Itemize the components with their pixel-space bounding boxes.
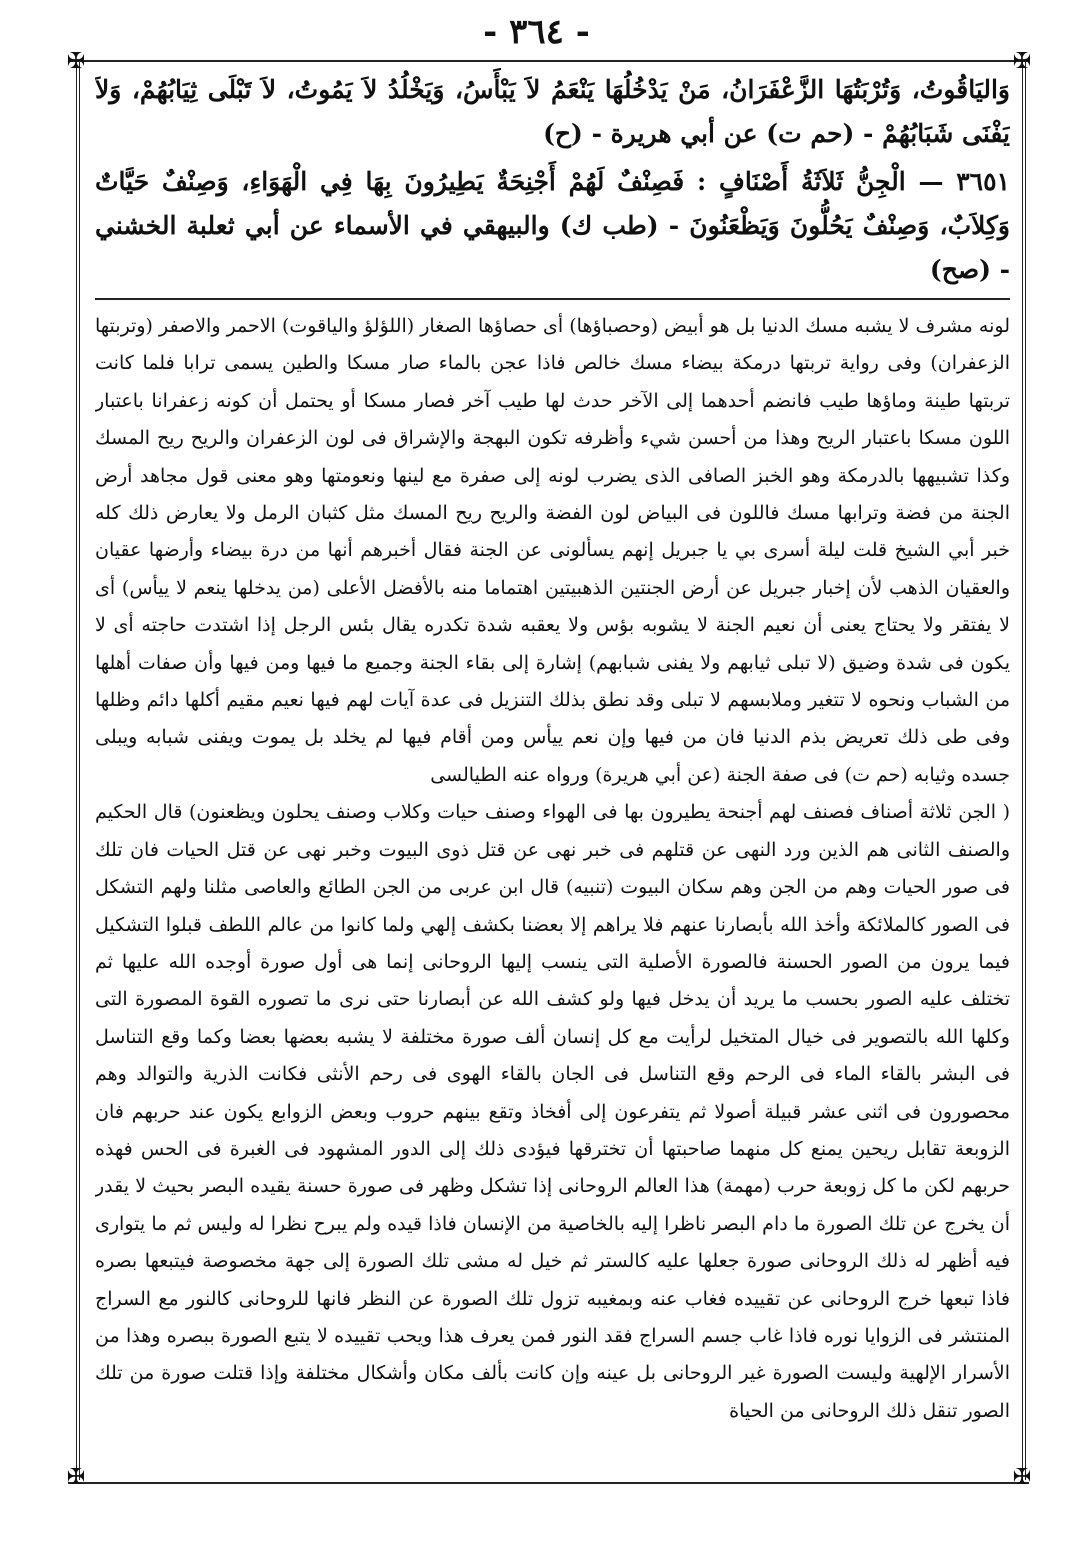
hadith-body: وَاليَاقُوتُ، وَتُرْبَتُهَا الزَّعْفَرَانُ، مَنْ يَدْخُلُهَا يَنْعَمُ لاَ يَبْأَسُ، وَيَخْلُدُ لاَ يَمُوتُ، لاَ تَبْلَى ثِيَابُهُمْ، وَلاَ يَفْنَى شَبَابُهُمْ - (حم ت) عن أبي هريرة - (ح) <box>95 75 1010 148</box>
page-number: - ٣٦٤ - <box>483 12 590 52</box>
frame-left-border <box>76 60 80 1480</box>
corner-ornament-icon: ✠ <box>1012 1465 1032 1490</box>
hadith-text <box>95 68 1010 156</box>
commentary-paragraph: ( الجن ثلاثة أصناف فصنف لهم أجنحة يطيرون بها فى الهواء وصنف حيات وكلاب وصنف يحلون ويظعنون) قال الحكيم والصنف الثانى هم الذين ورد النهى عن قتلهم فى خبر نهى عن قتل ذوى البيوت وخبر نهى عن قتل الحيات فان تلك فى صور الحيات وهم من الجن وهم سكان البيوت (تنبيه) قال ابن عربى من الجن الطائع والعاصى مثلنا ولهم التشكل فى الصور كالملائكة وأخذ الله بأبصارنا عنهم فلا يراهم إلا بعضنا بكشف إلهي ولما كانوا من عالم اللطف قبلوا التشكيل فيما يرون من الصور الحسنة فالصورة الأصلية التى ينسب إليها الروحانى إنما هى أول صورة أوجده الله عليها ثم تختلف عليه الصور بحسب ما يريد أن يدخل فيها ولو كشف الله عن أبصارنا حتى نرى ما تصوره القوة المصورة التى وكلها الله بالتصوير فى خيال المتخيل لرأيت مع كل إنسان ألف صورة مختلفة لا يشبه بعضها بعضا وكما وقع التناسل فى البشر بالقاء الماء فى الرحم وقع التناسل فى الجان بالقاء الهوى فى رحم الأنثى فكانت الذرية والتوالد وهم محصورون فى اثنى عشر قبيلة أصولا ثم يتفرعون إلى أفخاذ وتقع بينهم حروب وبعض الزوابع يكون عند حربهم فان الزوبعة تقابل ريحين يمنع كل منهما صاحبتها أن تخترقها فيؤدى ذلك إلى الدور المشهود فى الغبرة فى الحس فهذه حربهم لكن ما كل زوبعة حرب (مهمة) هذا العالم الروحانى إذا تشكل وظهر فى صورة حسنة يقيده البصر بحيث لا يقدر أن يخرج عن تلك الصورة ما دام البصر ناظرا إليه بالخاصية من الإنسان فاذا قيده ولم يبرح نظرا له وليس ثم ما يتوارى فيه أظهر له ذلك الروحانى صورة جعلها عليه كالستر ثم خيل له مشى تلك الصورة إلى جهة مخصوصة فيتبعها بصره فاذا تبعها خرج الروحانى عن تقييده فغاب عنه وبمغيبه تزول تلك الصورة عن النظر فانها للروحانى كالنور مع السراج المنتشر فى الزوايا نوره فاذا غاب جسم السراج فقد النور فمن يعرف هذا ويحب تقييده لا يتبع الصورة ببصره وهذا من الأسرار الإلهية وليست الصورة غير الروحانى بل عينه وإن كانت بألف مكان وأشكال مختلفة وإذا قتلت صورة من تلك الصور تنقل ذلك الروحانى من الحياة <box>95 801 1010 1422</box>
hadith-number: ٣٦٥١ — <box>918 167 1010 196</box>
page-content <box>95 68 1010 1468</box>
hadith-text <box>95 160 1010 292</box>
corner-ornament-icon: ✠ <box>66 1465 86 1490</box>
commentary-paragraph: لونه مشرف لا يشبه مسك الدنيا بل هو أبيض (وحصباؤها) أى حصاؤها الصغار (اللؤلؤ والياقوت) الاحمر والاصفر (وتربتها الزعفران) وفى رواية تربتها درمكة بيضاء مسك خالص فاذا عجن بالماء صار مسكا والطين يسمى ترابا فلما كانت تربتها طينة وماؤها طيب فانضم أحدهما إلى الآخر حدث لها طيب آخر فصار مسكا أو يحتمل أن كونه زعفرانا باعتبار اللون مسكا باعتبار الريح وهذا من أحسن شيء وأظرفه تكون البهجة والإشراق فى لون الزعفران والريح ريح المسك وكذا تشبيهها بالدرمكة وهو الخبز الصافى الذى يضرب لونه إلى صفرة مع لينها ونعومتها وهو معنى قول مجاهد أرض الجنة من فضة وترابها مسك فاللون فى البياض لون الفضة والريح ريح المسك مثل كثبان الرمل ولا يعارض ذلك كله خبر أبي الشيخ قلت ليلة أسرى بي يا جبريل إنهم يسألونى عن الجنة فقال أخبرهم أنها من درة بيضاء وأرضها عقيان والعقيان الذهب لأن إخبار جبريل عن أرض الجنتين الذهبيتين اهتماما منه بالأفضل الأعلى (من يدخلها ينعم لا ييأس) أى لا يفتقر ولا يحتاج يعنى أن نعيم الجنة لا يشوبه بؤس ولا يعقبه شدة تكدره يقال بئس الرجل إذا اشتدت حاجته أى لا يكون فى شدة وضيق (لا تبلى ثيابهم ولا يفنى شبابهم) إشارة إلى بقاء الجنة وجميع ما فيها ومن فيها وأن صفات أهلها من الشباب ونحوه لا تتغير وملابسهم لا تبلى وقد نطق بذلك التنزيل فى عدة آيات لهم فيها نعيم مقيم أكلها دائم وظلها وفى طى ذلك تعريض بذم الدنيا فان من فيها وإن نعم ييأس ومن أقام فيها لم يخلد بل يموت ويفنى شبابه ويبلى جسده وثيابه (حم ت) فى صفة الجنة (عن أبي هريرة) ورواه عنه الطيالسى <box>95 315 1010 786</box>
commentary <box>95 308 1010 1430</box>
section-divider <box>95 298 1010 300</box>
frame-right-border <box>1022 60 1026 1480</box>
hadith-body: الْجِنُّ ثَلاَثَةُ أَصْنَافٍ : فَصِنْفٌ لَهُمْ أَجْنِحَةٌ يَطِيرُونَ بِهَا فِي الْهَوَاءِ، وَصِنْفٌ حَيَّاتٌ وَكِلاَبٌ، وَصِنْفٌ يَحُلُّونَ وَيَظْعَنُونَ - (طب ك) والبيهقي في الأسماء عن أبي ثعلبة الخشني - (صح) <box>95 167 1010 284</box>
corner-ornament-icon: ✠ <box>66 49 86 74</box>
corner-ornament-icon: ✠ <box>1012 49 1032 74</box>
